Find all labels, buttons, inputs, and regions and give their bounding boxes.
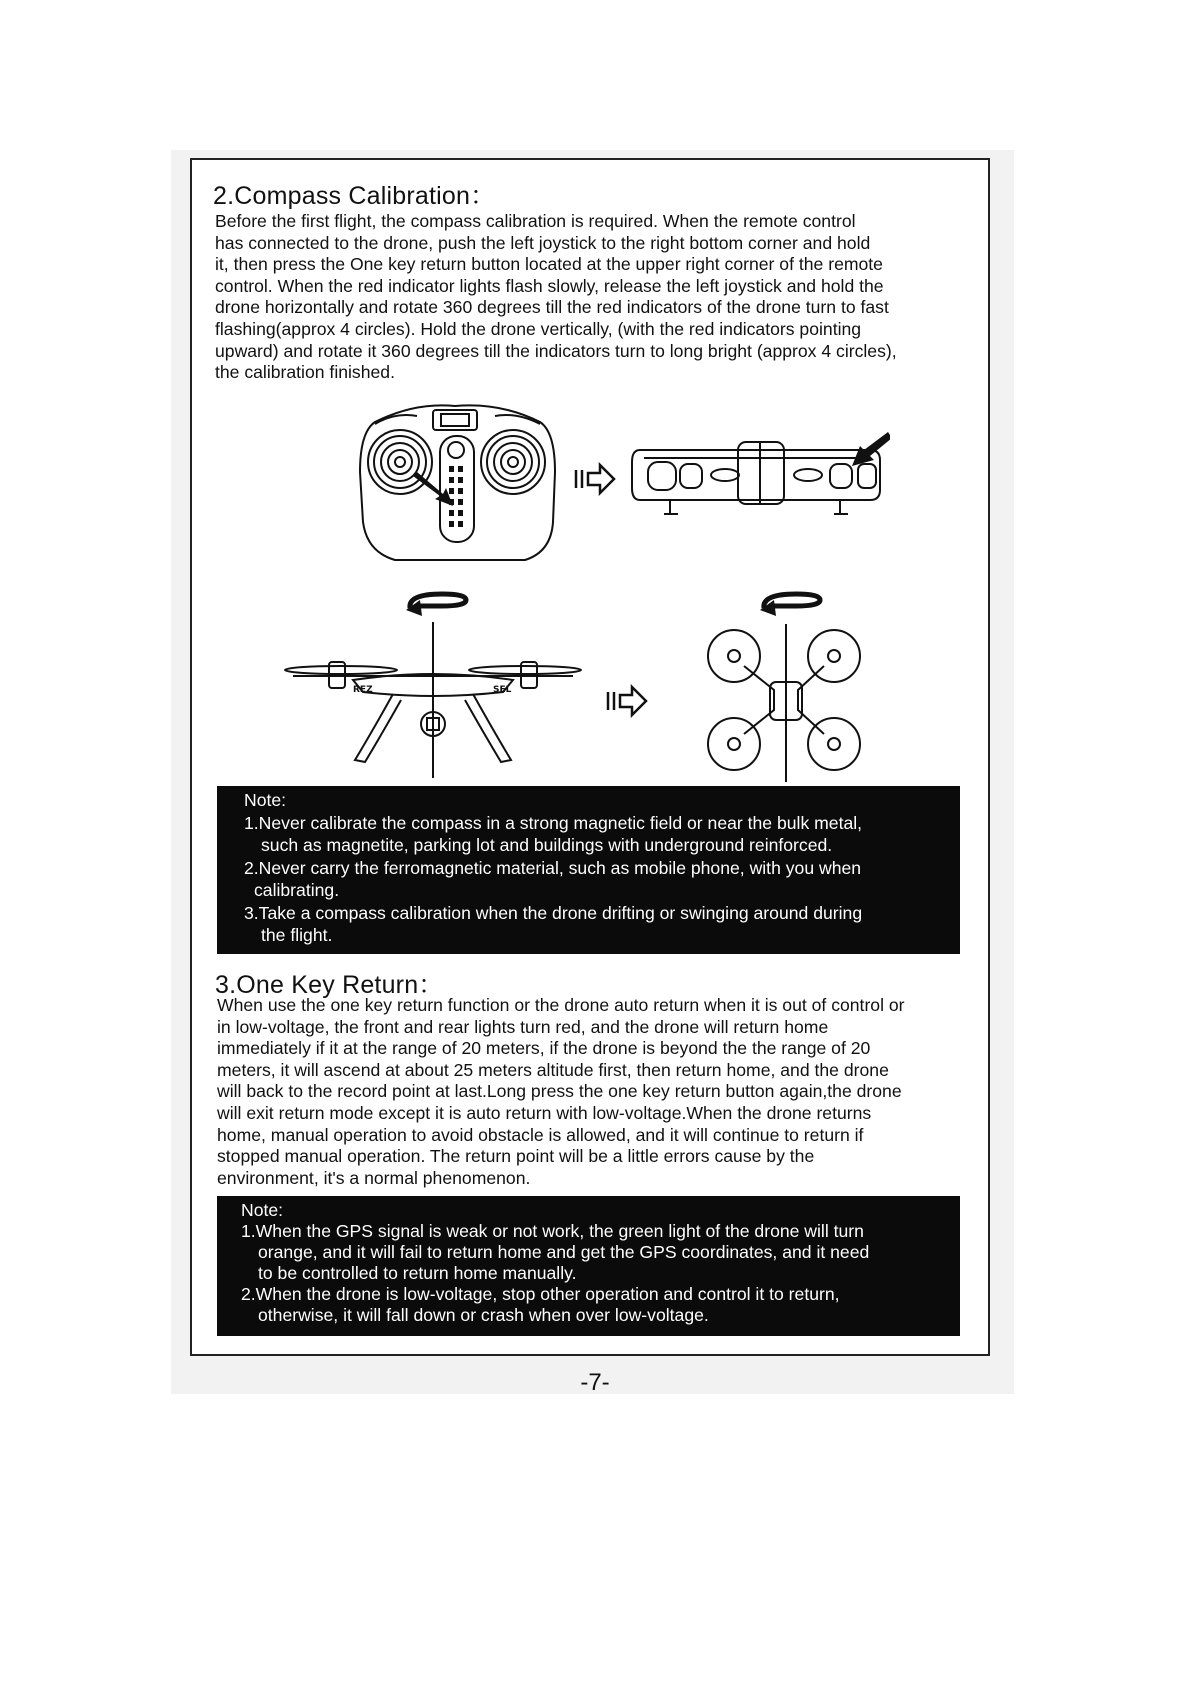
note-item: to be controlled to return home manually. [258, 1263, 577, 1283]
one-key-return-text: When use the one key return function or the drone auto return when it is out of control or in low-voltage, the front and rear lights turn red, and the drone will return home immediately if it at the range of 20 meters, if the drone is beyond the the range of 20 meters, it will ascend at about 25 meters altitude first, then return home, and the drone will back to the record point at last.Long press the one key return button again,the drone will exit return mode except it is auto return with low-voltage.When the drone returns home, manual operation to avoid obstacle is allowed, and it will continue to return if stopped manual operation. The return point will be a little errors cause by the environment, it's a normal phenomenon. [217, 995, 905, 1188]
note-box-compass [217, 786, 960, 954]
compass-calibration-text: Before the first flight, the compass calibration is required. When the remote control has connected to the drone, push the left joystick to the right bottom corner and hold it, then press the One key return button located at the upper right corner of the remote control. When the red indicator lights flash slowly, release the left joystick and hold the drone horizontally and rotate 360 degrees till the red indicators of the drone turn to fast flashing(approx 4 circles). Hold the drone vertically, (with the red indicators pointing upward) and rotate it 360 degrees till the indicators turn to long bright (approx 4 circles), the calibration finished. [215, 211, 897, 383]
page-number: -7- [580, 1369, 610, 1396]
note-item: 1.Never calibrate the compass in a strong magnetic field or near the bulk metal, [244, 812, 863, 833]
note-title: Note: [241, 1200, 284, 1220]
arrow-right-icon [572, 462, 618, 496]
remote-controller-illustration [355, 402, 560, 567]
note-item: calibrating. [254, 880, 340, 900]
svg-text:SEL: SEL [493, 685, 512, 695]
rotate-arrow-icon [756, 588, 828, 618]
note-item: otherwise, it will fall down or crash when over low-voltage. [258, 1305, 709, 1325]
drone-vertical-view-illustration [704, 620, 864, 785]
compass-calibration-heading: 2.Compass Calibration： [213, 182, 496, 210]
note-item: the flight. [261, 925, 333, 945]
note-item: such as magnetite, parking lot and buildings with underground reinforced. [261, 835, 833, 855]
note-title: Note: [244, 790, 287, 810]
one-key-return-heading: 3.One Key Return： [215, 971, 444, 999]
note-item: 1.When the GPS signal is weak or not work, the green light of the drone will turn [241, 1221, 864, 1241]
svg-text:REZ: REZ [353, 685, 373, 695]
note-item: 3.Take a compass calibration when the drone drifting or swinging around during [244, 902, 863, 923]
note-box-return [217, 1196, 960, 1336]
note-item: orange, and it will fail to return home and get the GPS coordinates, and it need [258, 1242, 870, 1262]
note-item: 2.Never carry the ferromagnetic material, such as mobile phone, with you when [244, 857, 862, 878]
arrow-right-icon [604, 684, 650, 718]
drone-side-view-illustration [283, 620, 583, 780]
controller-top-view-illustration [630, 430, 890, 520]
note-item: 2.When the drone is low-voltage, stop other operation and control it to return, [241, 1284, 840, 1304]
rotate-arrow-icon [402, 588, 474, 618]
